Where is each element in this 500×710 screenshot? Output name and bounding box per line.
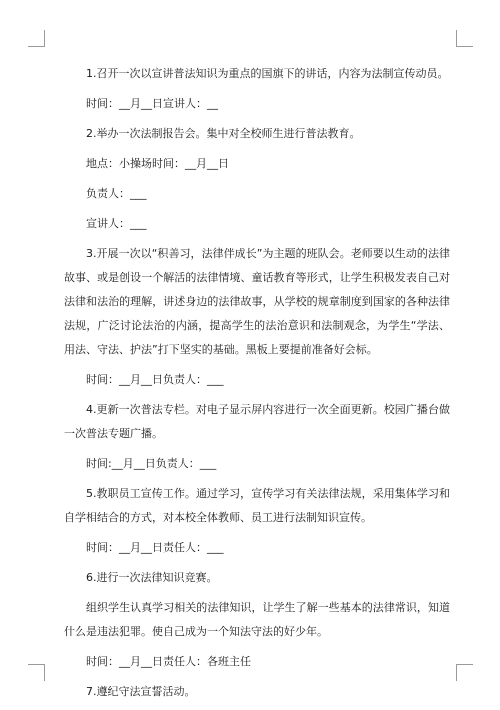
paragraph-time-responsible-5: 时间：__月__日责任人：___ [86,541,224,554]
paragraph-time-responsible-4: 时间:__月__日负责人：___ [86,457,217,470]
corner-mark-bottom-right [456,664,473,681]
paragraph-location-time: 地点：小操场时间：__月__日 [86,157,229,170]
paragraph-time-responsible-6: 时间：__月__日责任人：各班主任 [86,655,251,668]
corner-mark-top-left [28,30,45,47]
paragraph-item-2: 2.举办一次法制报告会。集中对全校师生进行普法教育。 [86,127,361,140]
paragraph-time-speaker-1: 时间：__月__日宣讲人：__ [86,97,218,110]
paragraph-speaker: 宣讲人：___ [86,217,147,230]
paragraph-time-responsible-3: 时间：__月__日负责人：___ [86,373,224,386]
corner-mark-top-right [456,30,473,47]
paragraph-item-6-detail: 组织学生认真学习相关的法律知识，让学生了解一些基本的法律常识，知道什么是违法犯罪。使自己成为一个知法守法的好少年。 [64,601,450,638]
paragraph-item-1: 1.召开一次以宣讲普法知识为重点的国旗下的讲话，内容为法制宣传动员。 [86,67,449,80]
paragraph-item-7: 7.遵纪守法宣誓活动。 [86,685,196,698]
paragraph-item-3: 3.开展一次以“积善习，法律伴成长”为主题的班队会。老师要以生动的法律故事、或是创设一个解活的法律情境、童话教育等形式，让学生积极发表自己对法律和法治的理解，讲述身边的法律故事，从学校的规章制度到国家的各种法律法规，广泛讨论法治的内涵，提高学生的法治意识和法制观念，为学生“学法、用法、守法、护法”打下坚实的基础。黑板上要提前准备好会标。 [64,247,450,356]
corner-mark-bottom-left [28,664,45,681]
paragraph-item-6: 6.进行一次法律知识竞赛。 [86,571,218,584]
document-body [64,62,450,710]
paragraph-responsible-person: 负责人：___ [86,187,147,200]
paragraph-item-4: 4.更新一次普法专栏。对电子显示屏内容进行一次全面更新。校园广播台做一次普法专题广播。 [64,403,450,440]
paragraph-item-5: 5.教职员工宣传工作。通过学习，宣传学习有关法律法规，采用集体学习和自学相结合的方式，对本校全体教师、员工进行法制知识宣传。 [64,487,450,524]
